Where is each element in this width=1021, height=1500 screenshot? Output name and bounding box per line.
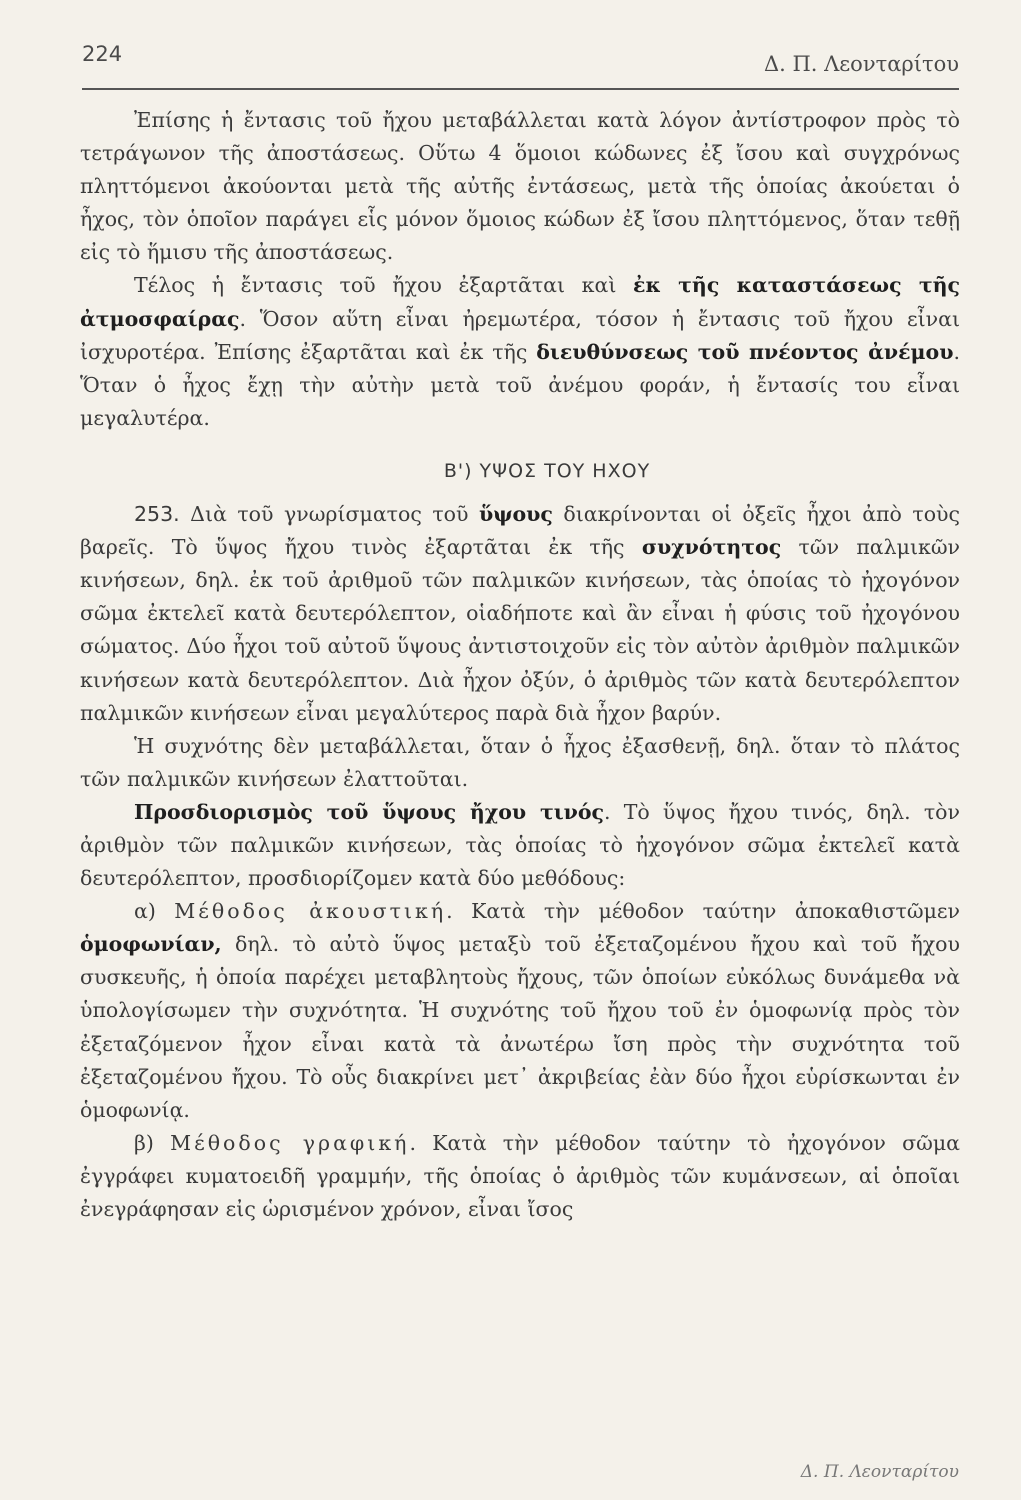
paragraph: Ἐπίσης ἡ ἔντασις τοῦ ἤχου μεταβάλλεται κατὰ λόγον ἀντίστροφον πρὸς τὸ τετράγωνον τῆς ἀποστάσεως. Οὕτω 4 ὅμοιοι κώδωνες ἐξ ἴσου καὶ συγχρόνως πληττόμενοι ἀκούονται μετὰ τῆς αὐτῆς ἐντάσεως, μετὰ τῆς ὁποίας ἀκούεται ὁ ἦχος, τὸν ὁποῖον παράγει εἷς μόνον ὅμοιος κώδων ἐξ ἴσου πληττόμενος, ὅταν τεθῇ εἰς τὸ ἥμισυ τῆς ἀποστάσεως. — [80, 108, 960, 265]
page-number: 224 — [82, 42, 123, 66]
spaced-term: Μέθοδος ἀκουστική — [174, 899, 447, 924]
section-heading: Β') ΥΨΟΣ ΤΟΥ ΗΧΟΥ — [443, 459, 651, 482]
paragraph: Τέλος ἡ ἔντασις τοῦ ἤχου ἐξαρτᾶται καὶ ἐκ τῆς καταστάσεως τῆς ἀτμοσφαίρας. Ὅσον αὕτη εἶναι ἠρεμωτέρα, τόσον ἡ ἔντασις τοῦ ἤχου εἶναι ἰσχυροτέρα. Ἐπίσης ἐξαρτᾶται καὶ ἐκ τῆς διευθύνσεως τοῦ πνέοντος ἀνέμου. Ὅταν ὁ ἦχος ἔχῃ τὴν αὐτὴν μετὰ τοῦ ἀνέμου φοράν, ἡ ἔντασίς του εἶναι μεγαλυτέρα. — [80, 273, 960, 430]
bold-heading: Προσδιορισμὸς τοῦ ὕψους ἤχου τινός — [134, 799, 605, 824]
section-number: 253. — [134, 502, 180, 527]
running-head: Δ. Π. Λεονταρίτου — [763, 52, 959, 76]
paragraph: Προσδιορισμὸς τοῦ ὕψους ἤχου τινός. Τὸ ὕψος ἤχου τινός, δηλ. τὸν ἀριθμὸν τῶν παλμικῶν κινήσεων, τὰς ὁποίας τὸ ἠχογόνον σῶμα ἐκτελεῖ κατὰ δευτερόλεπτον, προσδιορίζομεν κατὰ δύο μεθόδους: — [80, 799, 960, 891]
page-header — [82, 42, 959, 92]
bold-term: διευθύνσεως τοῦ πνέοντος ἀνέμου — [536, 339, 954, 364]
bold-term: ὕψους — [478, 502, 553, 527]
body-text — [80, 104, 960, 1226]
paragraph: β) Μέθοδος γραφική. Κατὰ τὴν μέθοδον ταύτην τὸ ἠχογόνον σῶμα ἐγγράφει κυματοειδῆ γραμμήν, τῆς ὁποίας ὁ ἀριθμὸς τῶν κυμάνσεων, αἱ ὁποῖαι ἐνεγράφησαν εἰς ὡρισμένον χρόνον, εἶναι ἴσος — [80, 1130, 960, 1221]
footer-signature: Δ. Π. Λεονταρίτου — [800, 1462, 959, 1482]
bold-term: ὁμοφωνίαν, — [80, 932, 222, 957]
header-rule — [82, 88, 959, 90]
paragraph: Ἡ συχνότης δὲν μεταβάλλεται, ὅταν ὁ ἦχος ἐξασθενῇ, δηλ. ὅταν τὸ πλάτος τῶν παλμικῶν κινήσεων ἐλαττοῦται. — [80, 733, 960, 791]
spaced-term: Μέθοδος γραφική — [170, 1130, 410, 1155]
bold-term: συχνότητος — [641, 535, 782, 560]
paragraph: 253. Διὰ τοῦ γνωρίσματος τοῦ ὕψους διακρίνονται οἱ ὀξεῖς ἦχοι ἀπὸ τοὺς βαρεῖς. Τὸ ὕψος ἤχου τινὸς ἐξαρτᾶται ἐκ τῆς συχνότητος τῶν παλμικῶν κινήσεων, δηλ. ἐκ τοῦ ἀριθμοῦ τῶν παλμικῶν κινήσεων, τὰς ὁποίας τὸ ἠχογόνον σῶμα ἐκτελεῖ κατὰ δευτερόλεπτον, οἱαδήποτε καὶ ἂν εἶναι ἡ φύσις τοῦ ἠχογόνου σώματος. Δύο ἦχοι τοῦ αὐτοῦ ὕψους ἀντιστοιχοῦν εἰς τὸν αὐτὸν ἀριθμὸν παλμικῶν κινήσεων κατὰ δευτερόλεπτον. Διὰ ἦχον ὀξύν, ὁ ἀριθμὸς τῶν κατὰ δευτερόλεπτον παλμικῶν κινήσεων εἶναι μεγαλύτερος παρὰ διὰ ἦχον βαρύν. — [80, 502, 960, 725]
paragraph: α) Μέθοδος ἀκουστική. Κατὰ τὴν μέθοδον ταύτην ἀποκαθιστῶμεν ὁμοφωνίαν, δηλ. τὸ αὐτὸ ὕψος μεταξὺ τοῦ ἐξεταζομένου ἤχου καὶ τοῦ ἤχου συσκευῆς, ἡ ὁποία παρέχει μεταβλητοὺς ἤχους, τῶν ὁποίων εὐκόλως δυνάμεθα νὰ ὑπολογίσωμεν τὴν συχνότητα. Ἡ συχνότης τοῦ ἤχου τοῦ ἐν ὁμοφωνίᾳ πρὸς τὸν ἐξεταζόμενον ἦχον εἶναι κατὰ τὰ ἀνωτέρω ἴση πρὸς τὴν συχνότητα τοῦ ἐξεταζομένου ἤχου. Τὸ οὖς διακρίνει μετ᾽ ἀκριβείας ἐὰν δύο ἦχοι εὑρίσκωνται ἐν ὁμοφωνίᾳ. — [80, 899, 961, 1122]
bold-term: ἐκ τῆς καταστάσεως τῆς ἀτμοσφαίρας — [80, 273, 960, 331]
